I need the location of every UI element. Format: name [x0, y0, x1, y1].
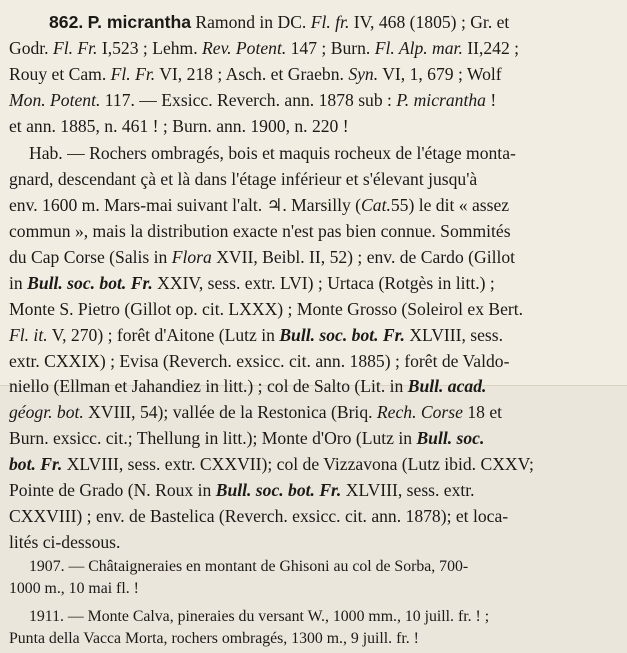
citation-italic: Fl. fr. [310, 12, 350, 32]
journal-title: Bull. soc. bot. Fr. [215, 480, 342, 500]
habitat-line [29, 141, 516, 165]
text-segment: Pointe de Grado (N. Roux in [9, 480, 216, 500]
text-segment: XVII, Beibl. II, 52) ; env. de Cardo (Gillot [211, 247, 516, 267]
citation-italic: Fl. it. [9, 325, 48, 345]
habitat-line [9, 193, 509, 217]
entry-line [49, 10, 509, 34]
text-segment: VI, 1, 679 ; Wolf [378, 64, 502, 84]
continuation-line [9, 452, 534, 476]
text-segment: XXIV, sess. extr. LVI) ; Urtaca (Rotgès in litt.) ; [152, 273, 495, 293]
text-segment: II,242 ; [462, 38, 520, 58]
text-segment: Punta della Vacca Morta, rochers ombragés, 1300 m., 9 juill. fr. ! [9, 630, 419, 647]
citation-italic: géogr. bot. [9, 402, 84, 422]
text-segment: Ramond in DC. [195, 12, 311, 32]
journal-title: Bull. soc. bot. Fr. [27, 273, 153, 293]
continuation-line [9, 530, 120, 554]
text-segment: env. 1600 m. Mars-mai suivant l'alt. ♃. Marsilly ( [9, 195, 362, 215]
text-segment: et ann. 1885, n. 461 ! ; Burn. ann. 1900, n. 220 ! [9, 116, 349, 136]
text-segment: commun », mais la distribution exacte n'est pas bien connue. Sommités [9, 221, 511, 241]
habitat-line [9, 219, 511, 243]
entry-line [9, 36, 519, 60]
text-segment: 1000 m., 10 mai fl. ! [9, 580, 139, 597]
record-line [29, 556, 468, 578]
journal-title: bot. Fr. [9, 454, 63, 474]
habitat-line [9, 374, 486, 398]
continuation-line [9, 504, 508, 528]
continuation-line [9, 478, 475, 502]
text-segment: XLVIII, sess. extr. [341, 480, 475, 500]
record-line [9, 628, 419, 650]
record-line [9, 578, 139, 600]
text-segment: XVIII, 54); vallée de la Restonica (Briq. [83, 402, 377, 422]
text-segment: Rouy et Cam. [9, 64, 111, 84]
text-segment: ! [485, 90, 497, 110]
record-line [29, 606, 489, 628]
citation-italic: Fl. Fr. [110, 64, 156, 84]
text-segment: Monte S. Pietro (Gillot op. cit. LXXX) ; Monte Grosso (Soleirol ex Bert. [9, 299, 524, 319]
species-name: P. micrantha [87, 12, 191, 32]
text-segment: in [9, 273, 28, 293]
continuation-line [9, 426, 484, 450]
text-segment: V, 270) ; forêt d'Aitone (Lutz in [47, 325, 280, 345]
text-segment: Godr. [9, 38, 53, 58]
text-segment: 147 ; Burn. [286, 38, 375, 58]
text-segment: 18 et [462, 402, 503, 422]
text-segment: XLVIII, sess. [404, 325, 504, 345]
text-segment: 1907. — Châtaigneraies en montant de Ghisoni au col de Sorba, 700- [29, 558, 469, 575]
citation-italic: Rev. Potent. [202, 38, 287, 58]
text-segment: VI, 218 ; Asch. et Graebn. [155, 64, 349, 84]
habitat-line [9, 245, 515, 269]
text-segment: 1911. — Monte Calva, pineraies du versant W., 1000 mm., 10 juill. fr. ! ; [29, 608, 490, 625]
text-segment: I,523 ; Lehm. [97, 38, 203, 58]
habitat-line [9, 167, 477, 191]
text-segment: Hab. — Rochers ombragés, bois et maquis rocheux de l'étage monta- [29, 143, 516, 163]
text-segment: XLVIII, sess. extr. CXXVII); col de Vizzavona (Lutz ibid. CXXV; [62, 454, 534, 474]
citation-italic: Cat. [361, 195, 391, 215]
text-segment: du Cap Corse (Salis in [9, 247, 172, 267]
text-segment: Burn. exsicc. cit.; Thellung in litt.); Monte d'Oro (Lutz in [9, 428, 417, 448]
journal-title: Bull. soc. [416, 428, 485, 448]
journal-title: Bull. acad. [407, 376, 487, 396]
entry-line [9, 114, 349, 138]
citation-italic: P. micrantha [396, 90, 486, 110]
citation-italic: Syn. [348, 64, 379, 84]
citation-italic: Flora [171, 247, 212, 267]
continuation-line [9, 400, 502, 424]
text-segment: IV, 468 (1805) ; Gr. et [349, 12, 510, 32]
text-segment: niello (Ellman et Jahandiez in litt.) ; col de Salto (Lit. in [9, 376, 408, 396]
habitat-line [9, 271, 495, 295]
citation-italic: Mon. Potent. [9, 90, 101, 110]
entry-line [9, 62, 502, 86]
habitat-line [9, 323, 503, 347]
citation-italic: Rech. Corse [376, 402, 463, 422]
text-segment: gnard, descendant çà et là dans l'étage inférieur et s'élevant jusqu'à [9, 169, 478, 189]
habitat-line [9, 349, 509, 373]
citation-italic: Fl. Alp. mar. [374, 38, 463, 58]
entry-number: 862. [49, 12, 84, 32]
text-segment: 117. — Exsicc. Reverch. ann. 1878 sub : [100, 90, 397, 110]
text-segment: CXXVIII) ; env. de Bastelica (Reverch. exsicc. cit. ann. 1878); et loca- [9, 506, 509, 526]
text-segment: lités ci-dessous. [9, 532, 121, 552]
entry-line [9, 88, 496, 112]
text-segment: 55) le dit « assez [390, 195, 510, 215]
journal-title: Bull. soc. bot. Fr. [279, 325, 405, 345]
habitat-line [9, 297, 523, 321]
citation-italic: Fl. Fr. [52, 38, 98, 58]
entry-line-text [195, 12, 509, 32]
text-segment: extr. CXXIX) ; Evisa (Reverch. exsicc. cit. ann. 1885) ; forêt de Valdo- [9, 351, 510, 371]
